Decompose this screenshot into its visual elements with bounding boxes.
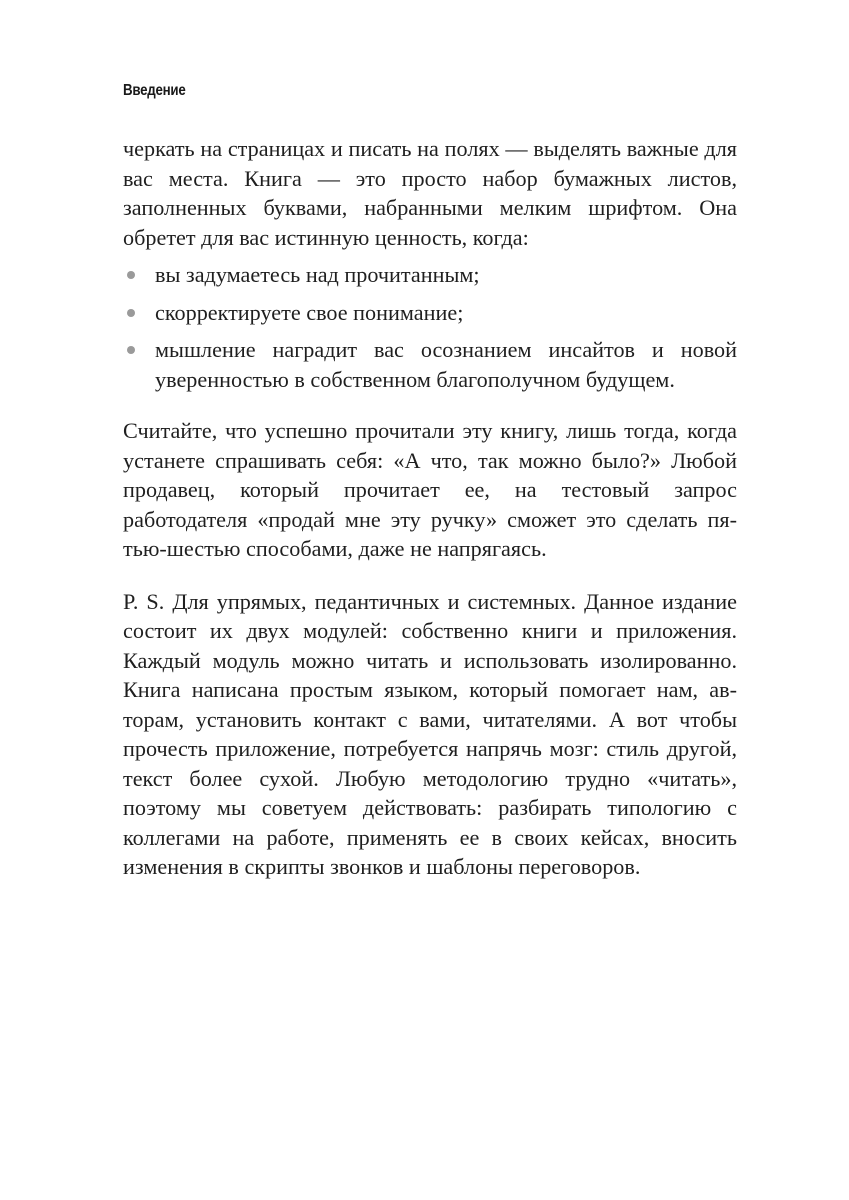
bullet-item [123,335,737,394]
bullet-dot-icon [127,309,135,317]
paragraph-postscript: P. S. Для упрямых, педантичных и системных. Данное издание состоит их двух модулей: собственно книги и приложения. Каждый модуль можно читать и использовать изолированно. Книга написана простым языком, который помогает нам, авторам, установить контакт с вами, читателями. А вот чтобы прочесть приложение, потребуется напрячь мозг: стиль другой, текст более сухой. Любую методологию трудно «читать», поэтому мы советуем действовать: разбирать типологию с коллегами на работе, применять ее в своих кейсах, вносить изменения в скрипты звонков и шаблоны переговоров. [123,588,737,879]
bullet-item [123,260,737,290]
bullet-item-text: скорректируете свое понимание; [155,299,464,325]
bullet-item-text: мышление наградит вас осознанием инсайтов и новой уверенностью в собственном благополучном будущем. [155,337,737,392]
intro-paragraph: черкать на страницах и писать на полях — выделять важные для вас места. Книга — это просто набор бумажных листов, заполненных буквами, набранными мелким шрифтом. Она обретет для вас истинную ценность, когда: [123,136,737,250]
bullet-item [123,298,737,328]
bullet-dot-icon [127,271,135,279]
bullet-dot-icon [127,346,135,354]
bullet-item-text: вы задумаетесь над прочитанным; [155,262,480,287]
paragraph-success: Считайте, что успешно прочитали эту книгу, лишь тогда, когда устанете спрашивать себя: «А что, так можно было?» Любой продавец, который прочитает ее, на тестовый запрос работодателя «продай мне эту ручку» сможет это сделать пятью-шестью способами, даже не напрягаясь. [123,418,737,561]
bullet-list [123,260,737,394]
page-body [123,134,737,882]
running-head-title: Введение [123,82,186,99]
